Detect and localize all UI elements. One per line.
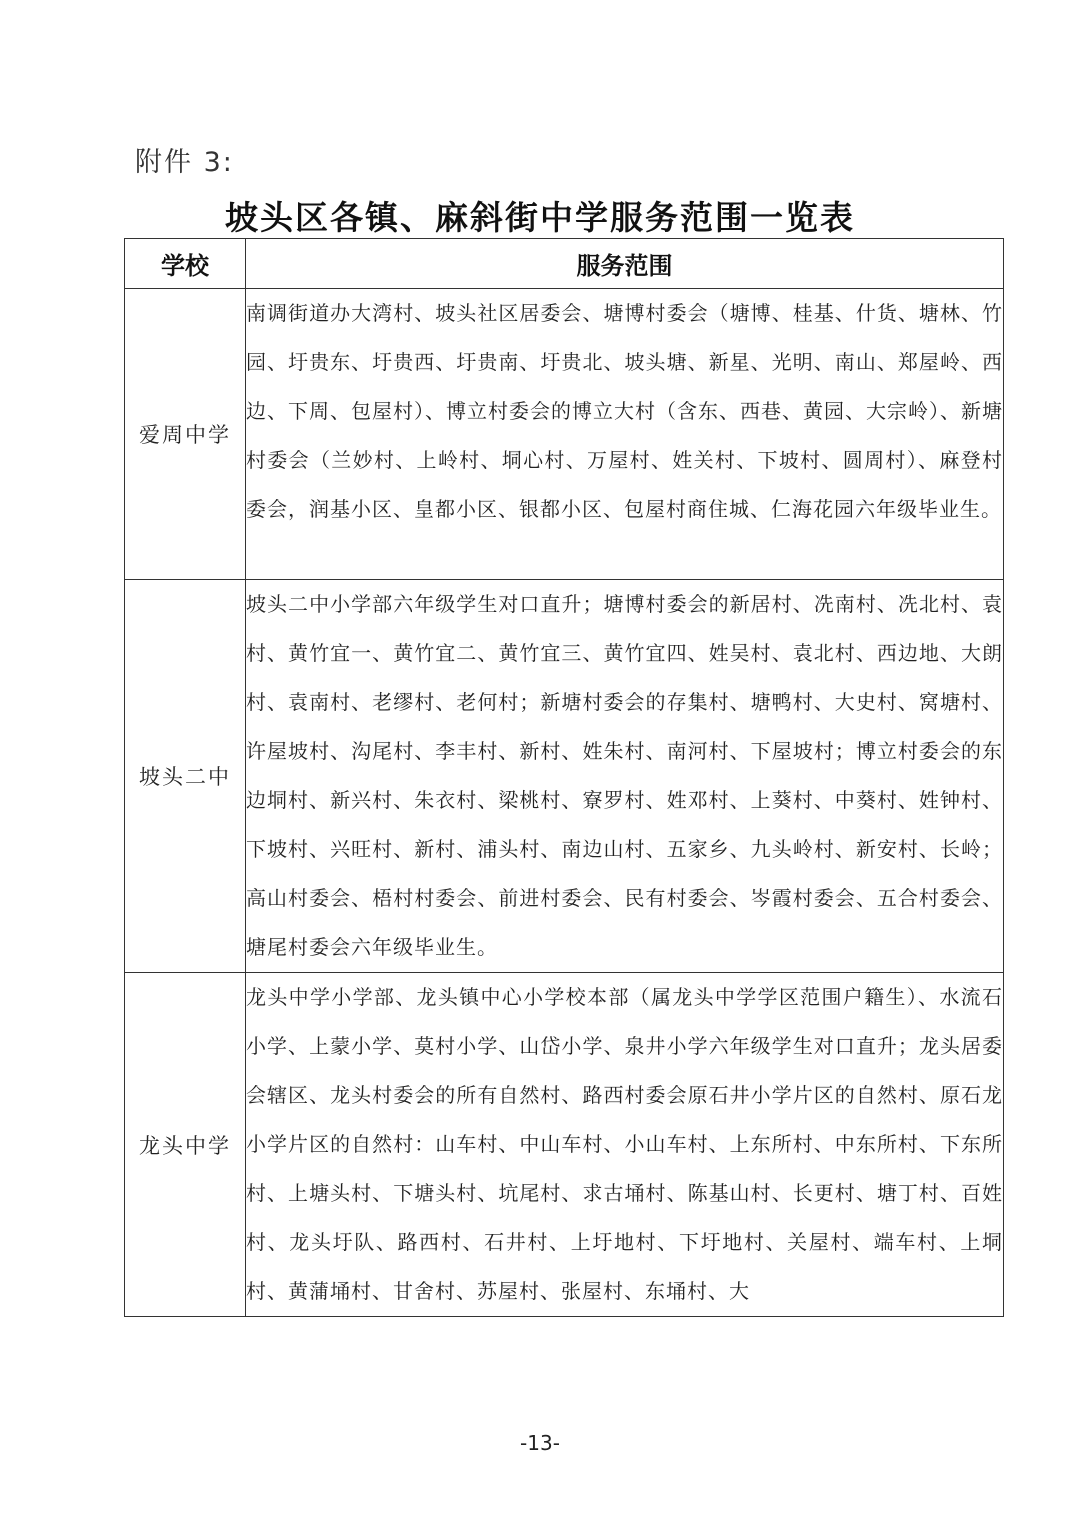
table-row [125, 580, 1004, 973]
table-row [125, 289, 1004, 580]
service-scope: 坡头二中小学部六年级学生对口直升；塘博村委会的新居村、冼南村、冼北村、袁村、黄竹宜一、黄竹宜二、黄竹宜三、黄竹宜四、姓吴村、袁北村、西边地、大朗村、袁南村、老缪村、老何村；新塘村委会的存集村、塘鸭村、大史村、窝塘村、许屋坡村、沟尾村、李丰村、新村、姓朱村、南河村、下屋坡村；博立村委会的东边垌村、新兴村、朱衣村、梁桃村、寮罗村、姓邓村、上葵村、中葵村、姓钟村、下坡村、兴旺村、新村、浦头村、南边山村、五家乡、九头岭村、新安村、长岭；高山村委会、梧村村委会、前进村委会、民有村委会、岑霞村委会、五合村委会、塘尾村委会六年级毕业生。 [246, 580, 1004, 973]
attachment-label: 附件 3: [135, 147, 234, 178]
table-header-row [125, 239, 1004, 289]
school-name: 坡头二中 [125, 580, 246, 973]
school-name: 龙头中学 [125, 973, 246, 1317]
column-header-scope: 服务范围 [246, 239, 1004, 289]
service-range-table [124, 238, 1004, 1317]
school-name: 爱周中学 [125, 289, 246, 580]
column-header-school: 学校 [125, 239, 246, 289]
page-number: -13- [520, 1431, 560, 1455]
table-row [125, 973, 1004, 1317]
service-scope: 南调街道办大湾村、坡头社区居委会、塘博村委会（塘博、桂基、什货、塘林、竹园、圩贵东、圩贵西、圩贵南、圩贵北、坡头塘、新星、光明、南山、郑屋岭、西边、下周、包屋村）、博立村委会的博立大村（含东、西巷、黄园、大宗岭）、新塘村委会（兰妙村、上岭村、垌心村、万屋村、姓关村、下坡村、圆周村）、麻登村委会，润基小区、皇都小区、银都小区、包屋村商住城、仁海花园六年级毕业生。 [246, 289, 1004, 580]
page-title: 坡头区各镇、麻斜街中学服务范围一览表 [225, 198, 855, 237]
service-scope: 龙头中学小学部、龙头镇中心小学校本部（属龙头中学学区范围户籍生）、水流石小学、上蒙小学、莫村小学、山岱小学、泉井小学六年级学生对口直升；龙头居委会辖区、龙头村委会的所有自然村、路西村委会原石井小学片区的自然村、原石龙小学片区的自然村：山车村、中山车村、小山车村、上东所村、中东所村、下东所村、上塘头村、下塘头村、坑尾村、求古埇村、陈基山村、长更村、塘丁村、百姓村、龙头圩队、路西村、石井村、上圩地村、下圩地村、关屋村、端车村、上垌村、黄蒲埇村、甘舍村、苏屋村、张屋村、东埇村、大 [246, 973, 1004, 1317]
